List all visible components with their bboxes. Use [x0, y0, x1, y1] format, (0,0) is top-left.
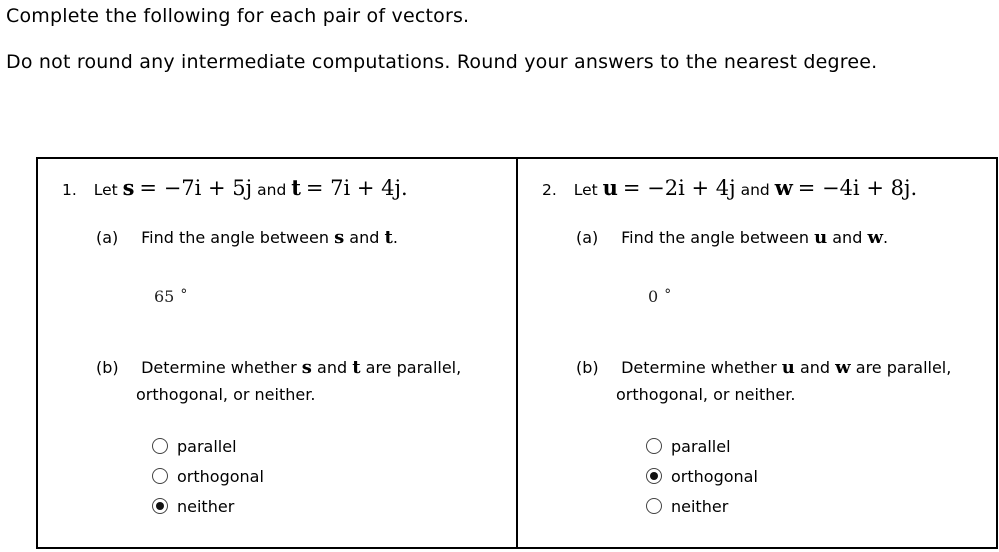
and-text: and — [317, 358, 348, 377]
and-text: and — [349, 228, 380, 247]
problem-number: 2. — [542, 181, 557, 199]
radio-neither[interactable] — [646, 498, 662, 514]
part-b-text: Determine whether — [141, 358, 297, 377]
vector-u: u — [814, 227, 828, 248]
vector-t-expression: = 7i + 4j. — [305, 176, 408, 200]
option-neither[interactable] — [152, 491, 264, 521]
and-text: and — [832, 228, 863, 247]
problem-2-panel — [516, 159, 996, 547]
part-b-text: are parallel, — [855, 358, 952, 377]
radio-parallel[interactable] — [152, 438, 168, 454]
radio-neither[interactable] — [152, 498, 168, 514]
and-text: and — [257, 181, 287, 199]
angle-answer-field[interactable] — [154, 287, 187, 306]
part-b-question — [96, 354, 516, 408]
degree-symbol: ° — [664, 287, 672, 303]
option-parallel[interactable] — [646, 431, 758, 461]
vector-w: w — [835, 357, 851, 378]
period: . — [392, 228, 398, 247]
part-a-label: (a) — [576, 228, 599, 247]
vector-w: w — [867, 227, 883, 248]
radio-orthogonal[interactable] — [152, 468, 168, 484]
relationship-options — [646, 431, 758, 521]
vector-u: u — [602, 175, 618, 200]
degree-symbol: ° — [180, 287, 188, 303]
angle-answer-value: 0 — [648, 287, 659, 306]
problem-number: 1. — [62, 181, 77, 199]
vector-s-expression: = −7i + 5j — [139, 176, 253, 200]
part-b-text: are parallel, — [365, 358, 462, 377]
vector-w-expression: = −4i + 8j. — [797, 176, 918, 200]
option-label: orthogonal — [177, 466, 264, 486]
option-label: parallel — [177, 436, 237, 456]
option-label: parallel — [671, 436, 731, 456]
problem-1-statement — [62, 175, 408, 200]
vector-w: w — [774, 175, 793, 200]
let-text: Let — [573, 181, 598, 199]
option-label: neither — [671, 496, 729, 516]
part-a-question — [96, 227, 398, 248]
vector-u: u — [781, 357, 795, 378]
option-orthogonal[interactable] — [152, 461, 264, 491]
part-b-text: Determine whether — [621, 358, 777, 377]
option-parallel[interactable] — [152, 431, 264, 461]
vector-t: t — [291, 175, 301, 200]
relationship-options — [152, 431, 264, 521]
angle-answer-field[interactable] — [648, 287, 671, 306]
radio-orthogonal[interactable] — [646, 468, 662, 484]
vector-u-expression: = −2i + 4j — [622, 176, 736, 200]
let-text: Let — [93, 181, 118, 199]
and-text: and — [799, 358, 831, 377]
part-a-question — [576, 227, 888, 248]
vector-t: t — [352, 357, 361, 378]
option-label: neither — [177, 496, 235, 516]
period: . — [882, 228, 889, 247]
vector-t: t — [384, 227, 393, 248]
problem-1-panel — [38, 159, 516, 547]
problem-2-statement — [542, 175, 917, 200]
part-a-text: Find the angle between — [141, 228, 329, 247]
part-a-text: Find the angle between — [621, 228, 809, 247]
instructions-line-1: Complete the following for each pair of vectors. — [6, 5, 470, 27]
angle-answer-value: 65 — [154, 287, 175, 306]
part-b-text: orthogonal, or neither. — [136, 385, 316, 404]
radio-parallel[interactable] — [646, 438, 662, 454]
part-a-label: (a) — [96, 228, 119, 247]
option-label: orthogonal — [671, 466, 758, 486]
and-text: and — [740, 181, 770, 199]
vector-s: s — [301, 357, 312, 378]
instructions-line-2: Do not round any intermediate computations. Round your answers to the nearest degree. — [6, 51, 878, 73]
part-b-label: (b) — [576, 358, 599, 377]
part-b-question — [576, 354, 996, 408]
problems-table — [36, 157, 998, 549]
part-b-text: orthogonal, or neither. — [616, 385, 796, 404]
vector-s: s — [334, 227, 345, 248]
option-orthogonal[interactable] — [646, 461, 758, 491]
option-neither[interactable] — [646, 491, 758, 521]
part-b-label: (b) — [96, 358, 119, 377]
vector-s: s — [122, 175, 135, 200]
